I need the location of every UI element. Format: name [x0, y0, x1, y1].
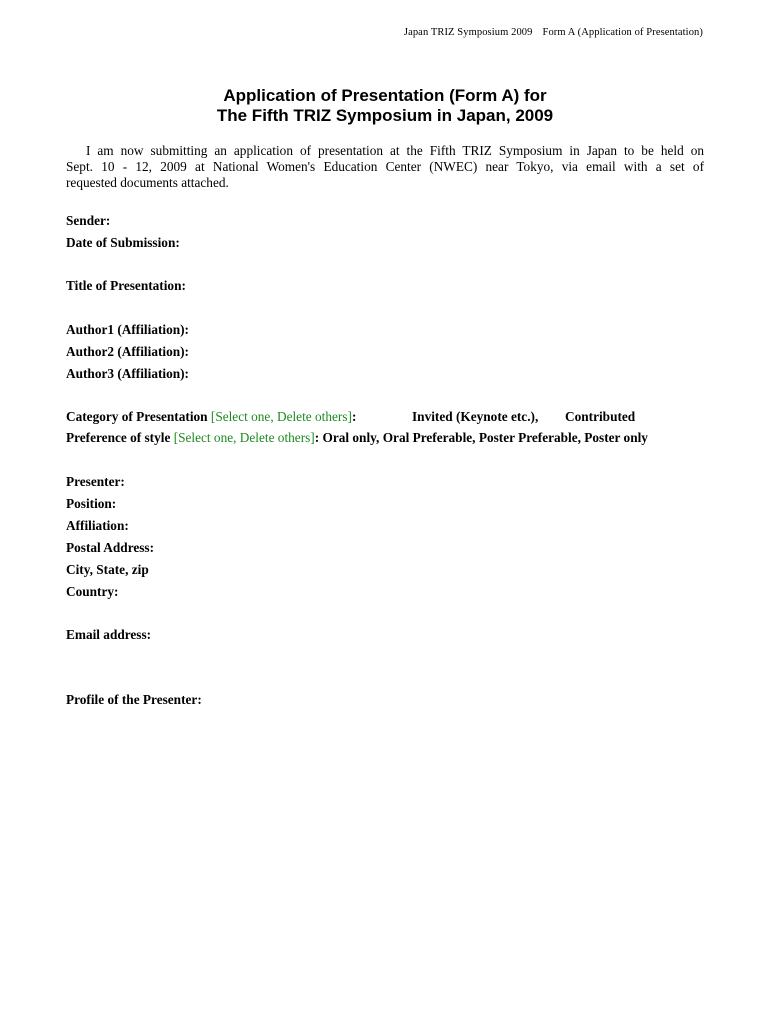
title-line-1: Application of Presentation (Form A) for: [223, 86, 547, 105]
author1-label: Author1 (Affiliation):: [66, 322, 189, 337]
city-state-zip-label: City, State, zip: [66, 562, 149, 577]
affiliation-label: Affiliation:: [66, 518, 129, 533]
page-title: [0, 86, 770, 125]
category-instruction: [Select one, Delete others]: [210, 409, 352, 424]
header-symposium: Japan TRIZ Symposium 2009: [403, 27, 533, 38]
presenter-profile-label: Profile of the Presenter:: [66, 692, 202, 707]
presenter-label: Presenter:: [66, 474, 125, 489]
email-address-label: Email address:: [66, 627, 152, 642]
title-line-2: The Fifth TRIZ Symposium in Japan, 2009: [216, 105, 554, 125]
intro-paragraph: [66, 143, 704, 191]
date-of-submission-label: Date of Submission:: [66, 235, 180, 250]
author2-label: Author2 (Affiliation):: [66, 344, 189, 359]
author3-label: Author3 (Affiliation):: [66, 366, 189, 381]
intro-line-1-text: I am now submitting an application of presentation at the Fifth TRIZ Symposium in Japan to be held on: [86, 143, 704, 158]
category-label: Category of Presentation: [66, 409, 208, 424]
style-label: Preference of style: [66, 430, 171, 445]
style-row: [66, 430, 648, 446]
category-row: [66, 409, 356, 425]
category-option-invited: Invited (Keynote etc.),: [412, 409, 539, 424]
country-label: Country:: [66, 584, 119, 599]
sender-label: Sender:: [66, 213, 111, 228]
category-colon: :: [351, 409, 357, 424]
intro-line-3: requested documents attached.: [66, 175, 229, 190]
position-label: Position:: [66, 496, 117, 511]
postal-address-label: Postal Address:: [66, 540, 155, 555]
intro-line-1: [66, 143, 704, 159]
header-form: Form A (Application of Presentation): [542, 27, 703, 38]
intro-line-2: Sept. 10 - 12, 2009 at National Women's Education Center (NWEC) near Tokyo, via email with a set of: [66, 159, 704, 174]
style-instruction: [Select one, Delete others]: [173, 430, 315, 445]
category-option-contributed: Contributed: [565, 409, 636, 424]
title-of-presentation-label: Title of Presentation:: [66, 278, 186, 293]
style-options: : Oral only, Oral Preferable, Poster Preferable, Poster only: [314, 430, 648, 445]
running-header: [404, 27, 703, 38]
